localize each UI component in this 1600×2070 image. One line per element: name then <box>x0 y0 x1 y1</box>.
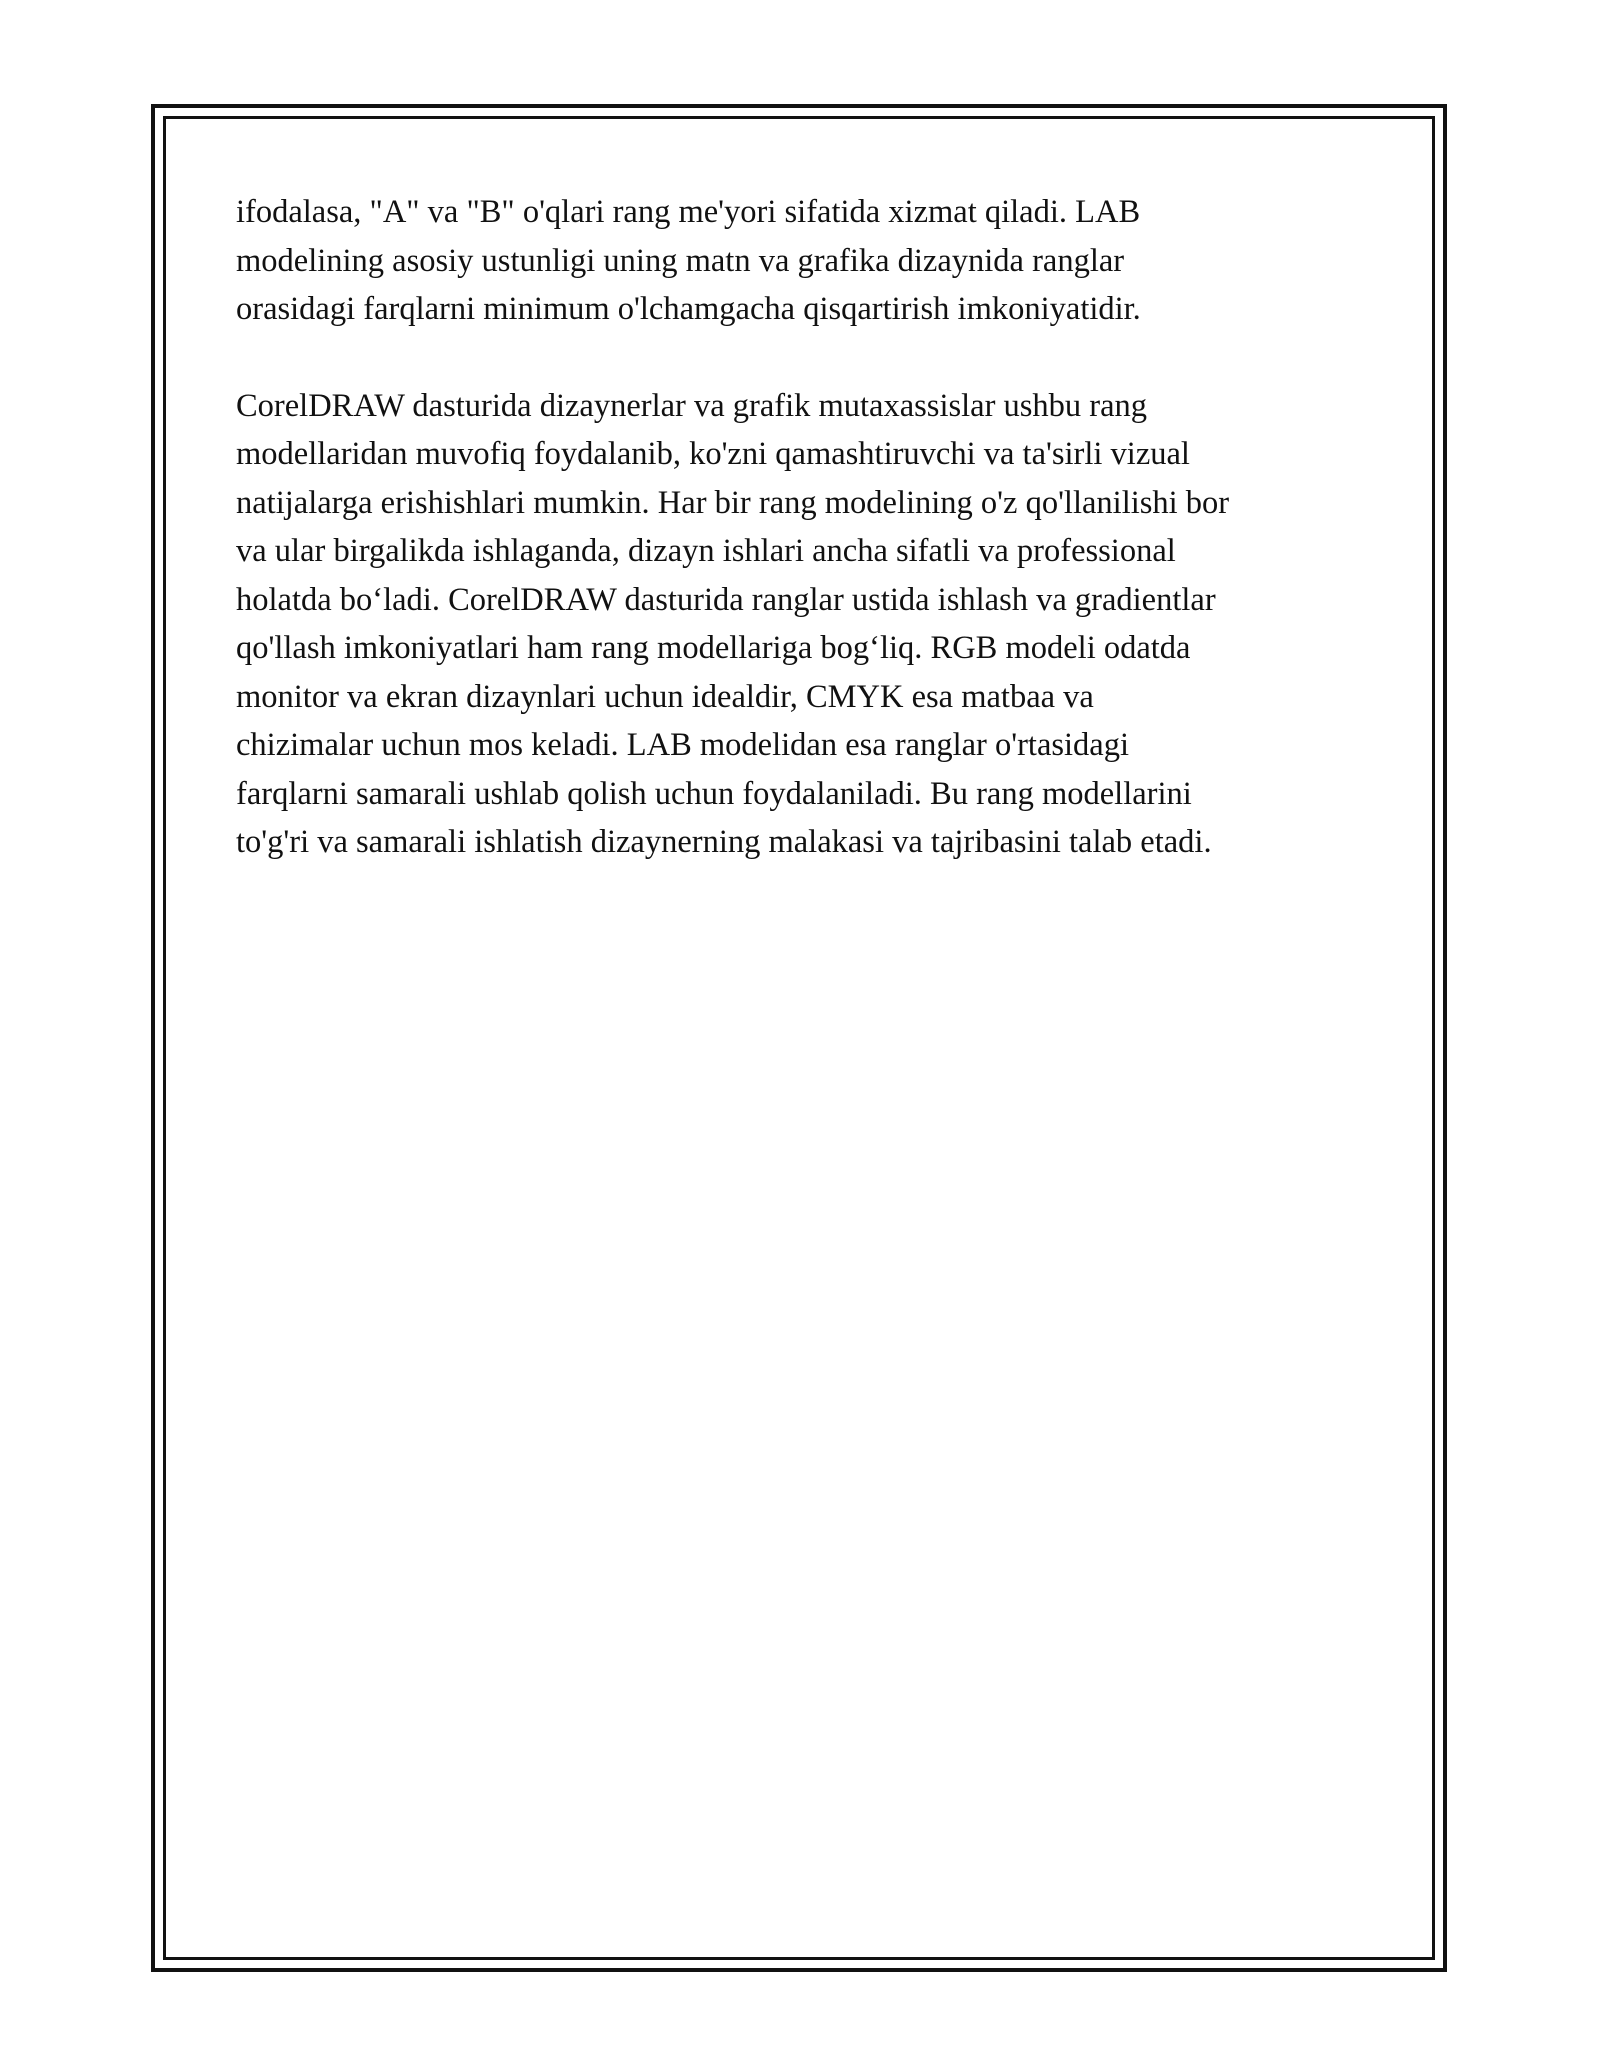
text-line: chizimalar uchun mos keladi. LAB modelidan esa ranglar o'rtasidagi <box>236 727 1130 763</box>
text-line: natijalarga erishishlari mumkin. Har bir rang modelining o'z qo'llanilishi bor <box>236 484 1230 521</box>
text-line: qo'llash imkoniyatlari ham rang modellariga bog‘liq. RGB modeli odatda <box>236 630 1191 666</box>
document-body <box>236 188 1376 915</box>
text-line: holatda bo‘ladi. CorelDRAW dasturida ranglar ustida ishlash va gradientlar <box>236 581 1216 618</box>
text-line: orasidagi farqlarni minimum o'lchamgacha qisqartirish imkoniyatidir. <box>236 291 1141 327</box>
paragraph-1 <box>236 188 1376 334</box>
text-line: to'g'ri va samarali ishlatish dizaynerning malakasi va tajribasini talab etadi. <box>236 824 1212 860</box>
text-line: monitor va ekran dizaynlari uchun idealdir, CMYK esa matbaa va <box>236 678 1094 715</box>
text-line: ifodalasa, "A" va "B" o'qlari rang me'yori sifatida xizmat qiladi. LAB <box>236 194 1141 230</box>
text-line: CorelDRAW dasturida dizaynerlar va grafik mutaxassislar ushbu rang <box>236 387 1148 424</box>
text-line: modellaridan muvofiq foydalanib, ko'zni qamashtiruvchi va ta'sirli vizual <box>236 436 1190 472</box>
paragraph-2 <box>236 382 1376 867</box>
text-line: farqlarni samarali ushlab qolish uchun foydalaniladi. Bu rang modellarini <box>236 775 1192 812</box>
text-line: va ular birgalikda ishlaganda, dizayn ishlari ancha sifatli va professional <box>236 533 1176 569</box>
text-line: modelining asosiy ustunligi uning matn va grafika dizaynida ranglar <box>236 242 1125 279</box>
